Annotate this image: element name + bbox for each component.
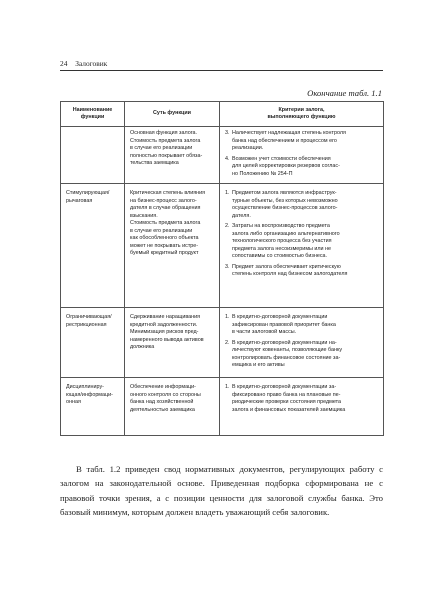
table-row bbox=[61, 308, 384, 378]
table-row bbox=[61, 378, 384, 436]
criteria-item: 1. Предметом залога являются инфраструк- турные объекты, без которых невозможно осуществление бизнес-процессов залого- дателя. bbox=[225, 190, 338, 219]
table-header-row bbox=[61, 102, 384, 127]
criteria-item: 3. Наличествует надлежащая степень контроля банка над обеспечением и процессом его реализации. bbox=[225, 130, 346, 151]
table-row bbox=[61, 127, 384, 184]
criteria-item: 2. В кредитно-договорной документации на- личествуют ковенанты, позволяющие банку контролировать финансовое состояние за- емщика и его активы bbox=[225, 339, 343, 368]
function-name-cell bbox=[61, 127, 125, 184]
body-text bbox=[60, 462, 383, 520]
function-essence-cell: Обеспечение информаци- онного контроля со стороны банка над хозяйственной деятельностью заемщика bbox=[125, 378, 220, 436]
paragraph: В табл. 1.2 приведен свод нормативных документов, регулирующих работу с залогом на законодательной основе. Приведенная подборка сформирована не с правовой точки зрения, а с позиции ценности для залоговой службы банка. Это базовый минимум, которым должен владеть уважающий себя залоговик. bbox=[60, 464, 383, 518]
header-criteria: Критерии залога, выполняющего функцию bbox=[220, 102, 384, 127]
criteria-item: 3. Предмет залога обеспечивает критическую степень контроля над бизнесом залогодателя bbox=[225, 263, 348, 277]
function-essence-cell: Критическая степень влияния на бизнес-процесс залого- дателя в случае обращения взыскания. Стоимость предмета залога в случае его реализации как обособленного объекта может не покрывать истре- буемый кредитный продукт bbox=[125, 184, 220, 308]
criteria-cell bbox=[220, 184, 384, 308]
criteria-cell bbox=[220, 127, 384, 184]
criteria-cell bbox=[220, 308, 384, 378]
header-function-name: Наименование функции bbox=[61, 102, 125, 127]
table-caption: Окончание табл. 1.1 bbox=[307, 88, 382, 98]
criteria-item: 2. Затраты на воспроизводство предмета залога либо организацию альтернативного технологического процесса без участия предмета залога несоизмеримы или не сопоставимы со стоимостью бизнеса. bbox=[225, 223, 340, 259]
function-name-cell: Ограничивающая/ рестрикционная bbox=[61, 308, 125, 378]
criteria-cell bbox=[220, 378, 384, 436]
function-name-cell: Стимулирующая/ рычаговая bbox=[61, 184, 125, 308]
running-head bbox=[60, 59, 383, 68]
table-row bbox=[61, 184, 384, 308]
running-head-title: Залоговик bbox=[75, 59, 108, 68]
functions-table bbox=[60, 101, 384, 436]
criteria-item: 1. В кредитно-договорной документации зафиксирован правовой приоритет банка в части залоговой массы. bbox=[225, 314, 336, 335]
function-name-cell: Дисциплиниру- ющая/информаци- онная bbox=[61, 378, 125, 436]
header-rule bbox=[60, 70, 383, 71]
page-number: 24 bbox=[60, 59, 68, 68]
function-essence-cell: Основная функция залога. Стоимость предмета залога в случае его реализации полностью покрывает обяза- тельства заемщика bbox=[125, 127, 220, 184]
criteria-item: 4. Возможен учет стоимости обеспечения для целей корректировки резервов соглас- но Положению № 254-П bbox=[225, 155, 340, 177]
criteria-item: 1. В кредитно-договорной документации за- фиксировано право банка на плановые пе- риодические проверки состояния предмета залога и финансовых показателей заемщика bbox=[225, 384, 346, 413]
function-essence-cell: Сдерживание наращивания кредитной задолженности. Минимизация рисков пред- намеренного вывода активов должника bbox=[125, 308, 220, 378]
header-function-essence: Суть функции bbox=[125, 102, 220, 127]
